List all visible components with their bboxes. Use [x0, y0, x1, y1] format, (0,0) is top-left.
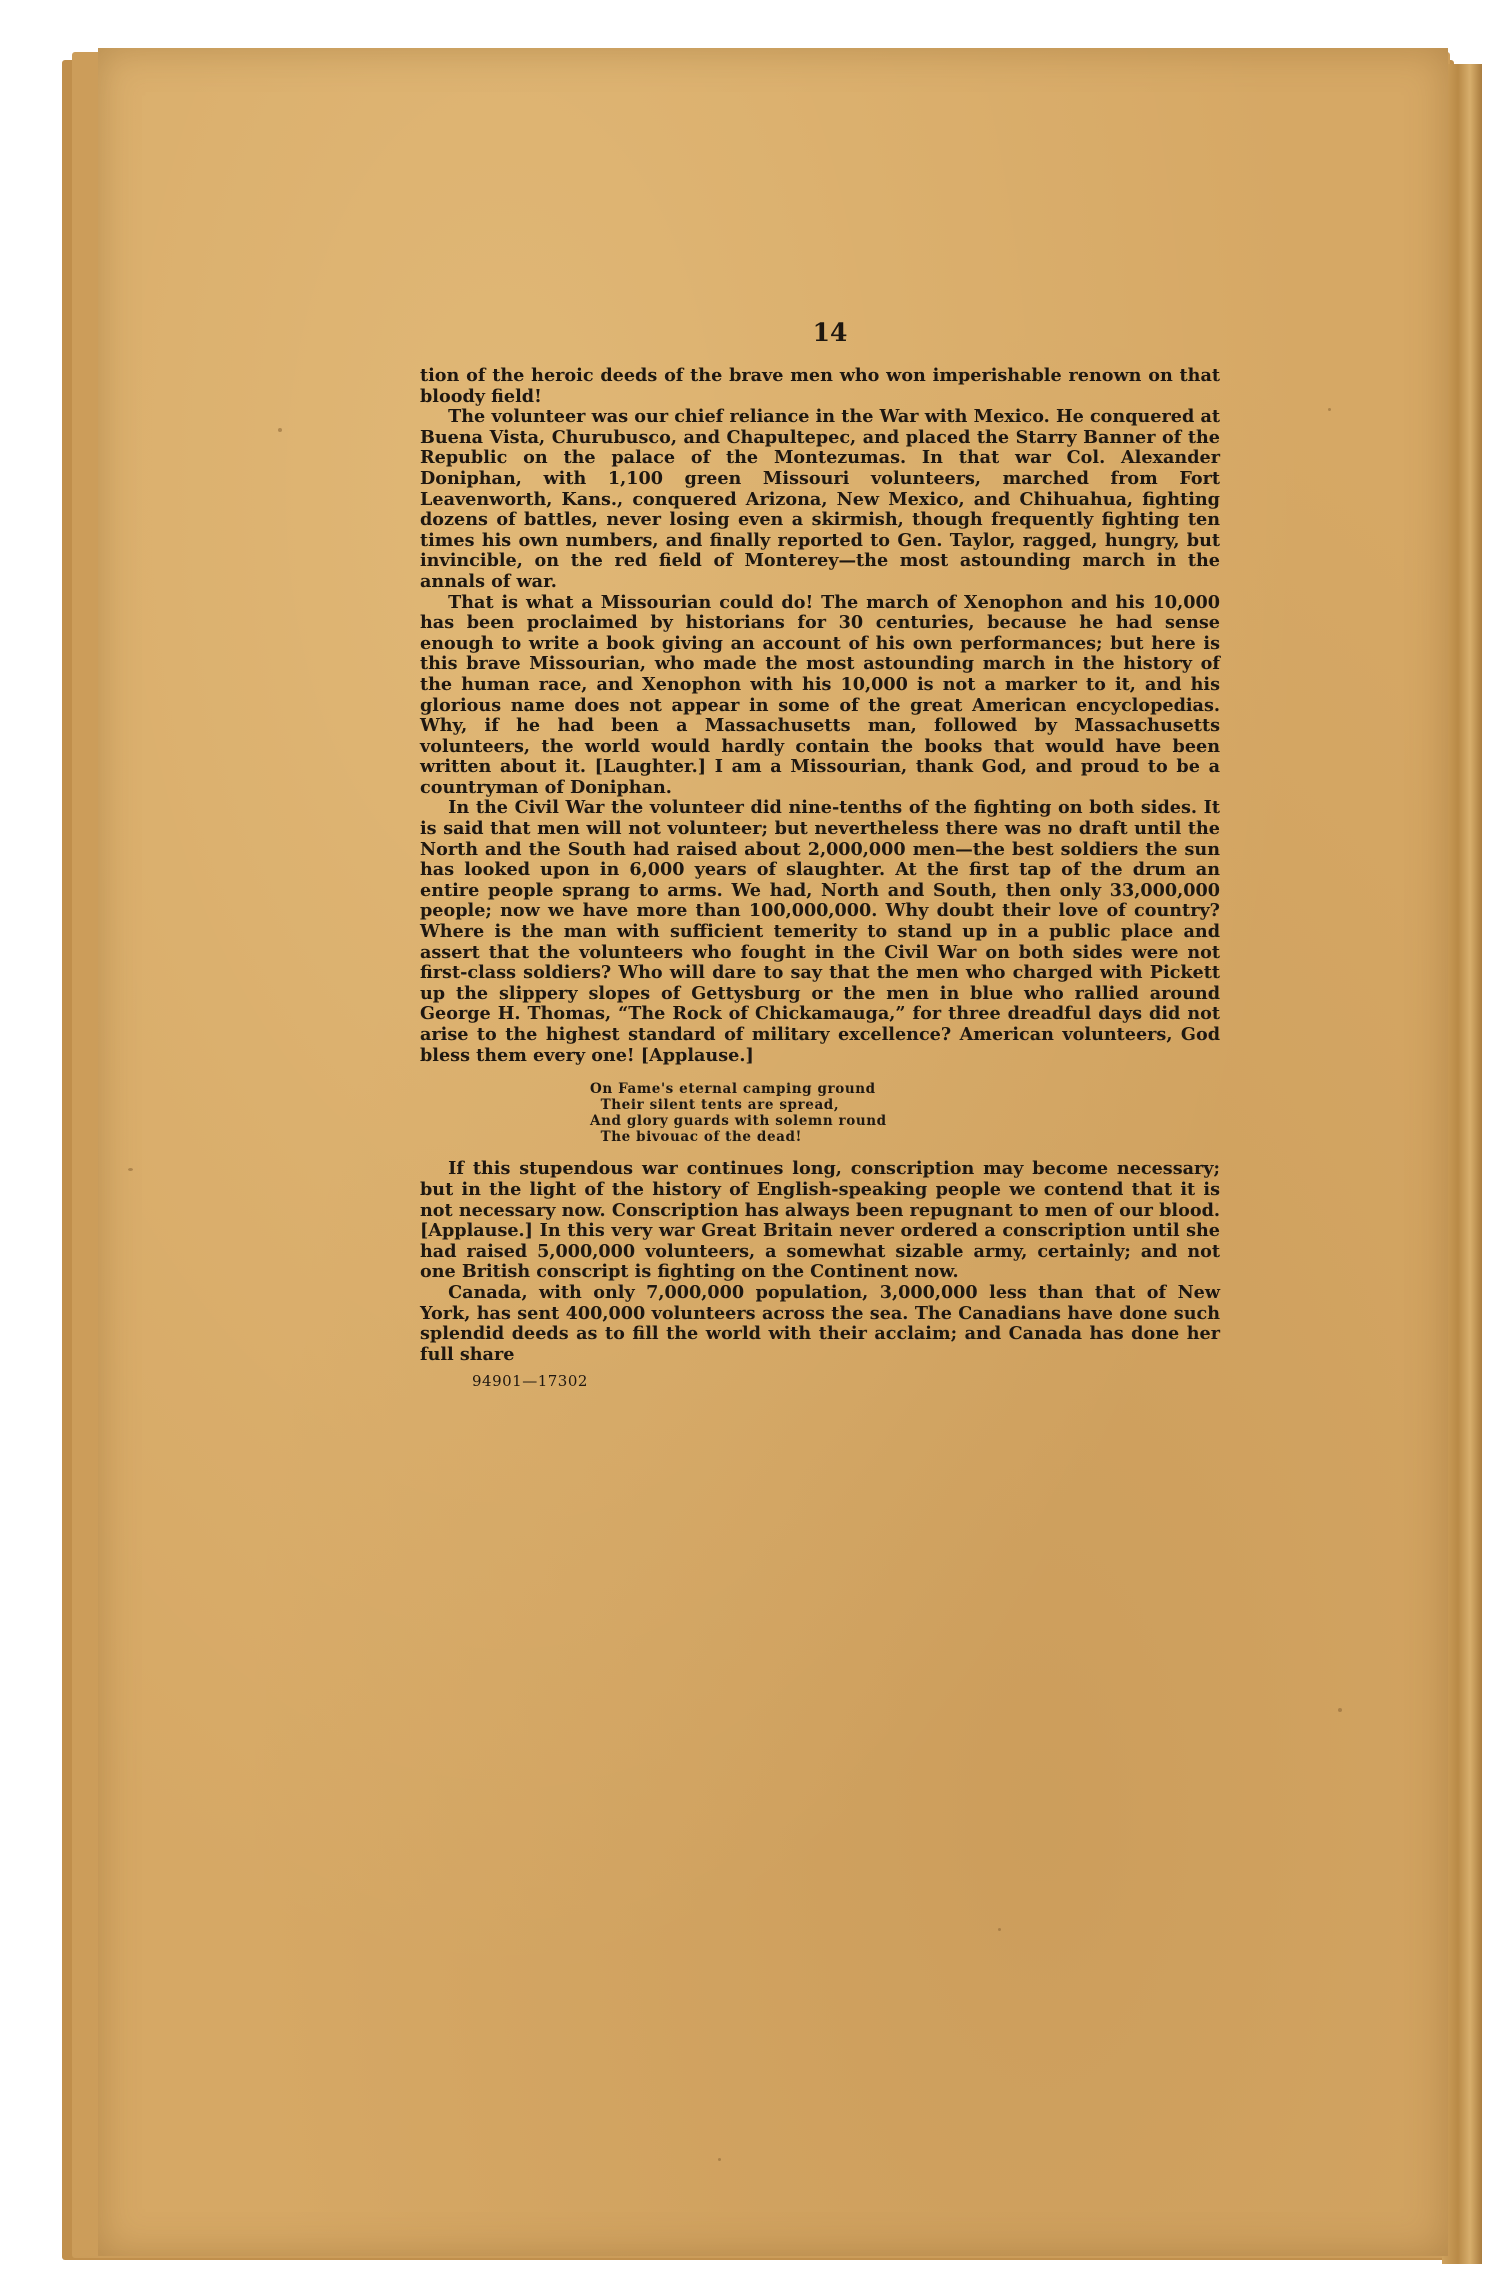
paragraph-conscription: If this stupendous war continues long, conscription may become necessary; but in the light of the history of English-speaking people we contend that it is not necessary now. Conscription has always been repugnant to men of our blood. [Applause.] In this very war Great Britain never ordered a conscription until she had raised 5,000,000 volunteers, a somewhat sizable army, certainly; and not one British conscript is fighting on the Continent now. [420, 1158, 1220, 1283]
poem-line: And glory guards with solemn round [590, 1112, 887, 1129]
paper-speck [128, 1168, 133, 1171]
printed-text-column [420, 318, 1220, 1392]
paper-speck [718, 2158, 721, 2161]
paragraph-mexico: The volunteer was our chief reliance in the War with Mexico. He conquered at Buena Vista, Churubusco, and Chapultepec, and placed the Starry Banner of the Republic on the palace of the Montezumas. In that war Col. Alexander Doniphan, with 1,100 green Missouri volunteers, marched from Fort Leavenworth, Kans., conquered Arizona, New Mexico, and Chihuahua, fighting dozens of battles, never losing even a skirmish, though frequently fighting ten times his own numbers, and finally reported to Gen. Taylor, ragged, hungry, but invincible, on the red field of Monterey—the most astounding march in the annals of war. [420, 406, 1220, 592]
printer-imprint: 94901—17302 [472, 1372, 588, 1391]
poem-line: Their silent tents are spread, [590, 1096, 840, 1113]
paragraph-continuation: tion of the heroic deeds of the brave men who won imperishable renown on that bloody field! [420, 365, 1220, 407]
poem-line: On Fame's eternal camping ground [590, 1081, 876, 1098]
paper-speck [1338, 1708, 1342, 1712]
poem-line: The bivouac of the dead! [590, 1128, 803, 1145]
paper-speck [998, 1928, 1001, 1931]
paper-speck [278, 428, 282, 432]
poem-stanza [590, 1082, 1220, 1145]
page-number: 14 [812, 318, 848, 347]
right-page-edges [1442, 64, 1482, 2264]
paragraph-canada: Canada, with only 7,000,000 population, 3,000,000 less than that of New York, has sent 400,000 volunteers across the sea. The Canadians have done such splendid deeds as to fill the world with their acclaim; and Canada has done her full share [420, 1281, 1220, 1365]
paragraph-missourian: That is what a Missourian could do! The march of Xenophon and his 10,000 has been proclaimed by historians for 30 centuries, because he had sense enough to write a book giving an account of his own performances; but here is this brave Missourian, who made the most astounding march in the history of the human race, and Xenophon with his 10,000 is not a marker to it, and his glorious name does not appear in some of the great American encyclopedias. Why, if he had been a Massachusetts man, followed by Massachusetts volunteers, the world would hardly contain the books that would have been written about it. [Laughter.] I am a Missourian, thank God, and proud to be a countryman of Doniphan. [420, 591, 1220, 798]
paragraph-civil-war: In the Civil War the volunteer did nine-tenths of the fighting on both sides. It is said that men will not volunteer; but nevertheless there was no draft until the North and the South had raised about 2,000,000 men—the best soldiers the sun has looked upon in 6,000 years of slaughter. At the first tap of the drum an entire people sprang to arms. We had, North and South, then only 33,000,000 people; now we have more than 100,000,000. Why doubt their love of country? Where is the man with sufficient temerity to stand up in a public place and assert that the volunteers who fought in the Civil War on both sides were not first-class soldiers? Who will dare to say that the men who charged with Pickett up the slippery slopes of Gettysburg or the men in blue who rallied around George H. Thomas, “The Rock of Chickamauga,” for three dreadful days did not arise to the highest standard of military excellence? American volunteers, God bless them every one! [Applause.] [420, 797, 1220, 1066]
paper-speck [1328, 408, 1331, 411]
